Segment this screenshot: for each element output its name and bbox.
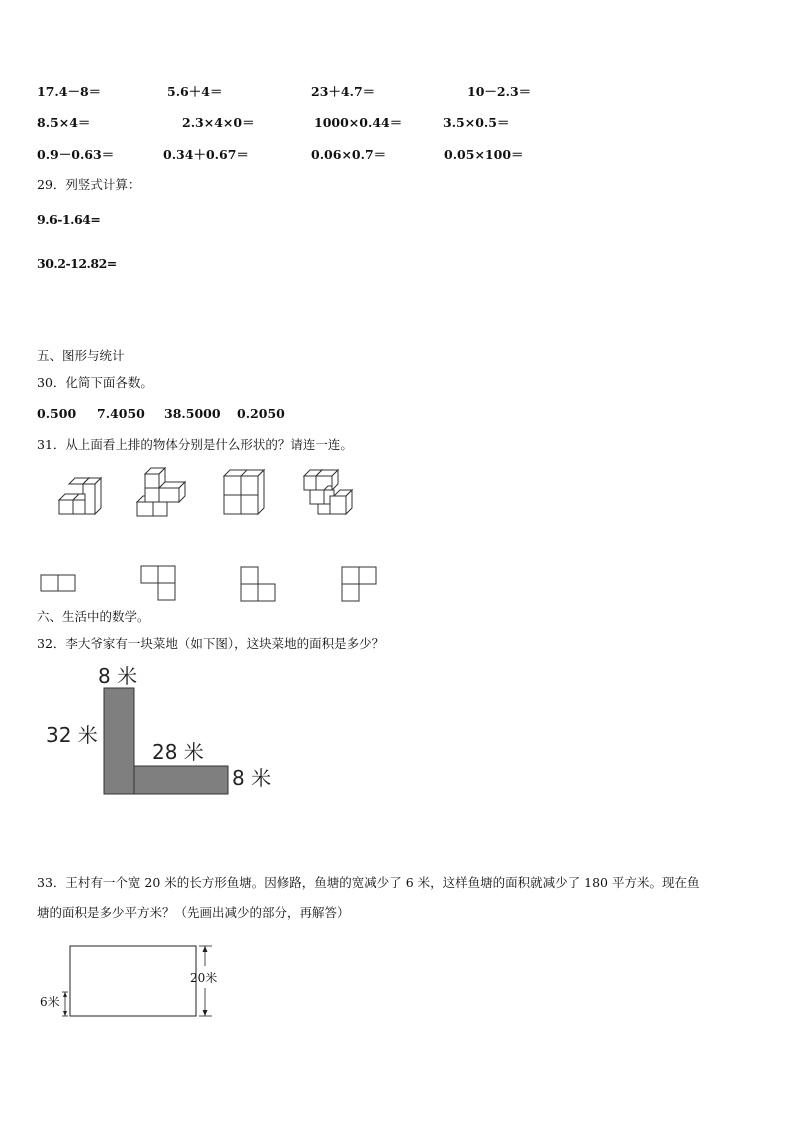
field-vertical-part bbox=[104, 688, 134, 794]
section-5-title: 五、图形与统计 bbox=[37, 348, 125, 363]
calc-item: 2.3×4×0＝ bbox=[182, 115, 255, 130]
calc-item: 0.34＋0.67＝ bbox=[163, 147, 249, 162]
label-arm-length: 28 米 bbox=[152, 740, 204, 764]
label-top-width: 8 米 bbox=[98, 664, 138, 688]
number-item: 7.4050 bbox=[97, 406, 145, 421]
calc-item: 10－2.3＝ bbox=[467, 84, 532, 99]
question-32-title: 32．李大爷家有一块菜地（如下图），这块菜地的面积是多少？ bbox=[37, 636, 385, 651]
pond-rectangle bbox=[70, 946, 196, 1016]
vertical-calc-item: 9.6-1.64= bbox=[37, 212, 101, 227]
field-horizontal-part bbox=[134, 766, 228, 794]
number-item: 0.2050 bbox=[237, 406, 285, 421]
section-6-title: 六、生活中的数学。 bbox=[37, 609, 150, 624]
top-view-shape-2 bbox=[140, 565, 176, 601]
label-height: 32 米 bbox=[46, 723, 98, 747]
calc-item: 1000×0.44＝ bbox=[314, 115, 403, 130]
l-shaped-field-diagram bbox=[40, 660, 280, 800]
calc-item: 23＋4.7＝ bbox=[311, 84, 376, 99]
calc-item: 0.9－0.63＝ bbox=[37, 147, 115, 162]
label-arm-width: 8 米 bbox=[232, 766, 272, 790]
calc-item: 17.4－8＝ bbox=[37, 84, 102, 99]
cube-stack-figure-2 bbox=[135, 466, 189, 518]
top-view-shape-1 bbox=[40, 574, 76, 592]
question-31-title: 31．从上面看上排的物体分别是什么形状的？请连一连。 bbox=[37, 437, 353, 452]
vertical-calc-item: 30.2-12.82= bbox=[37, 256, 117, 271]
calc-item: 5.6＋4＝ bbox=[167, 84, 223, 99]
number-item: 0.500 bbox=[37, 406, 77, 421]
cube-stack-figure-1 bbox=[55, 476, 105, 516]
question-30-title: 30．化简下面各数。 bbox=[37, 375, 153, 390]
number-item: 38.5000 bbox=[164, 406, 221, 421]
calc-item: 0.05×100＝ bbox=[444, 147, 524, 162]
calc-item: 0.06×0.7＝ bbox=[311, 147, 387, 162]
label-reduced-width: 6米 bbox=[40, 995, 60, 1009]
question-33-line-2: 塘的面积是多少平方米？（先画出减少的部分，再解答） bbox=[37, 905, 350, 920]
cube-stack-figure-4 bbox=[300, 468, 356, 518]
top-view-shape-4 bbox=[341, 566, 377, 602]
fish-pond-diagram bbox=[38, 940, 228, 1024]
label-pond-width: 20米 bbox=[190, 971, 218, 985]
calc-item: 8.5×4＝ bbox=[37, 115, 91, 130]
calc-item: 3.5×0.5＝ bbox=[443, 115, 510, 130]
question-29-title: 29．列竖式计算： bbox=[37, 177, 141, 192]
question-33-line-1: 33．王村有一个宽 20 米的长方形鱼塘。因修路，鱼塘的宽减少了 6 米，这样鱼塘的面积就减少了 180 平方米。现在鱼 bbox=[37, 875, 700, 890]
cube-stack-figure-3 bbox=[220, 468, 268, 516]
top-view-shape-3 bbox=[240, 566, 276, 602]
